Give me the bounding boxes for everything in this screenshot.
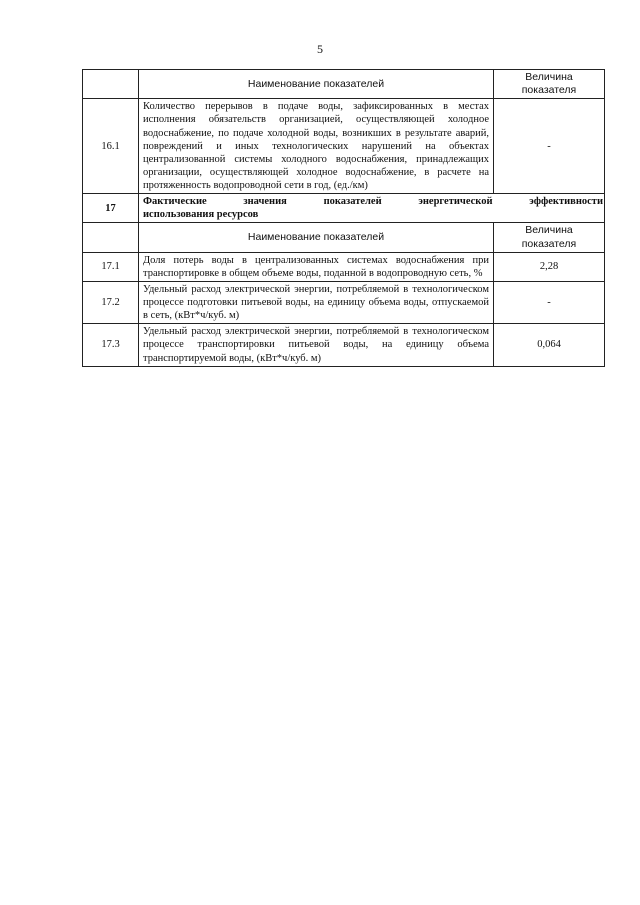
header-num-cell [83, 223, 139, 252]
row-value: - [494, 99, 605, 194]
section-title [139, 194, 605, 223]
row-indicator-name: Удельный расход электрической энергии, потребляемой в технологическом процессе подготовки питьевой воды, на единицу объема воды, отпускаемой в сеть, (кВт*ч/куб. м) [139, 281, 494, 323]
table-header-row [83, 70, 605, 99]
header-num-cell [83, 70, 139, 99]
header-value-cell: Величина показателя [494, 70, 605, 99]
section-word: показателей [323, 196, 382, 208]
table-header-row [83, 223, 605, 252]
row-value: 0,064 [494, 324, 605, 366]
table-row [83, 99, 605, 194]
row-number: 17.2 [83, 281, 139, 323]
row-number: 16.1 [83, 99, 139, 194]
page-number: 5 [317, 42, 323, 56]
header-name-cell: Наименование показателей [139, 70, 494, 99]
section-word: энергетической [418, 196, 493, 208]
table-row [83, 324, 605, 366]
section-word: Фактические [143, 196, 207, 208]
row-indicator-name: Удельный расход электрической энергии, потребляемой в технологическом процессе транспортировки питьевой воды, на единицу объема транспортируемой воды, (кВт*ч/куб. м) [139, 324, 494, 366]
section-word: эффективности [529, 196, 603, 208]
row-indicator-name: Количество перерывов в подаче воды, зафиксированных в местах исполнения обязательств организацией, осуществляющей холодное водоснабжение, по подаче холодной воды, возникших в результате аварий, повреждений и иных технологических нарушений на объектах централизованной системы холодного водоснабжения, принадлежащих организации, осуществляющей холодное водоснабжение, в расчете на протяженность водопроводной сети в год, (ед./км) [139, 99, 494, 194]
row-number: 17.1 [83, 252, 139, 281]
table-row [83, 252, 605, 281]
header-value-cell: Величина показателя [494, 223, 605, 252]
row-value: 2,28 [494, 252, 605, 281]
header-name-cell: Наименование показателей [139, 223, 494, 252]
row-value: - [494, 281, 605, 323]
section-title-line1 [143, 195, 603, 208]
section-title-line2: использования ресурсов [143, 209, 259, 221]
row-indicator-name: Доля потерь воды в централизованных системах водоснабжения при транспортировке в общем объеме воды, поданной в водопроводную сеть, % [139, 252, 494, 281]
section-row [83, 194, 605, 223]
section-number: 17 [83, 194, 139, 223]
indicators-table [82, 69, 605, 367]
section-word: значения [243, 196, 287, 208]
row-number: 17.3 [83, 324, 139, 366]
table-row [83, 281, 605, 323]
